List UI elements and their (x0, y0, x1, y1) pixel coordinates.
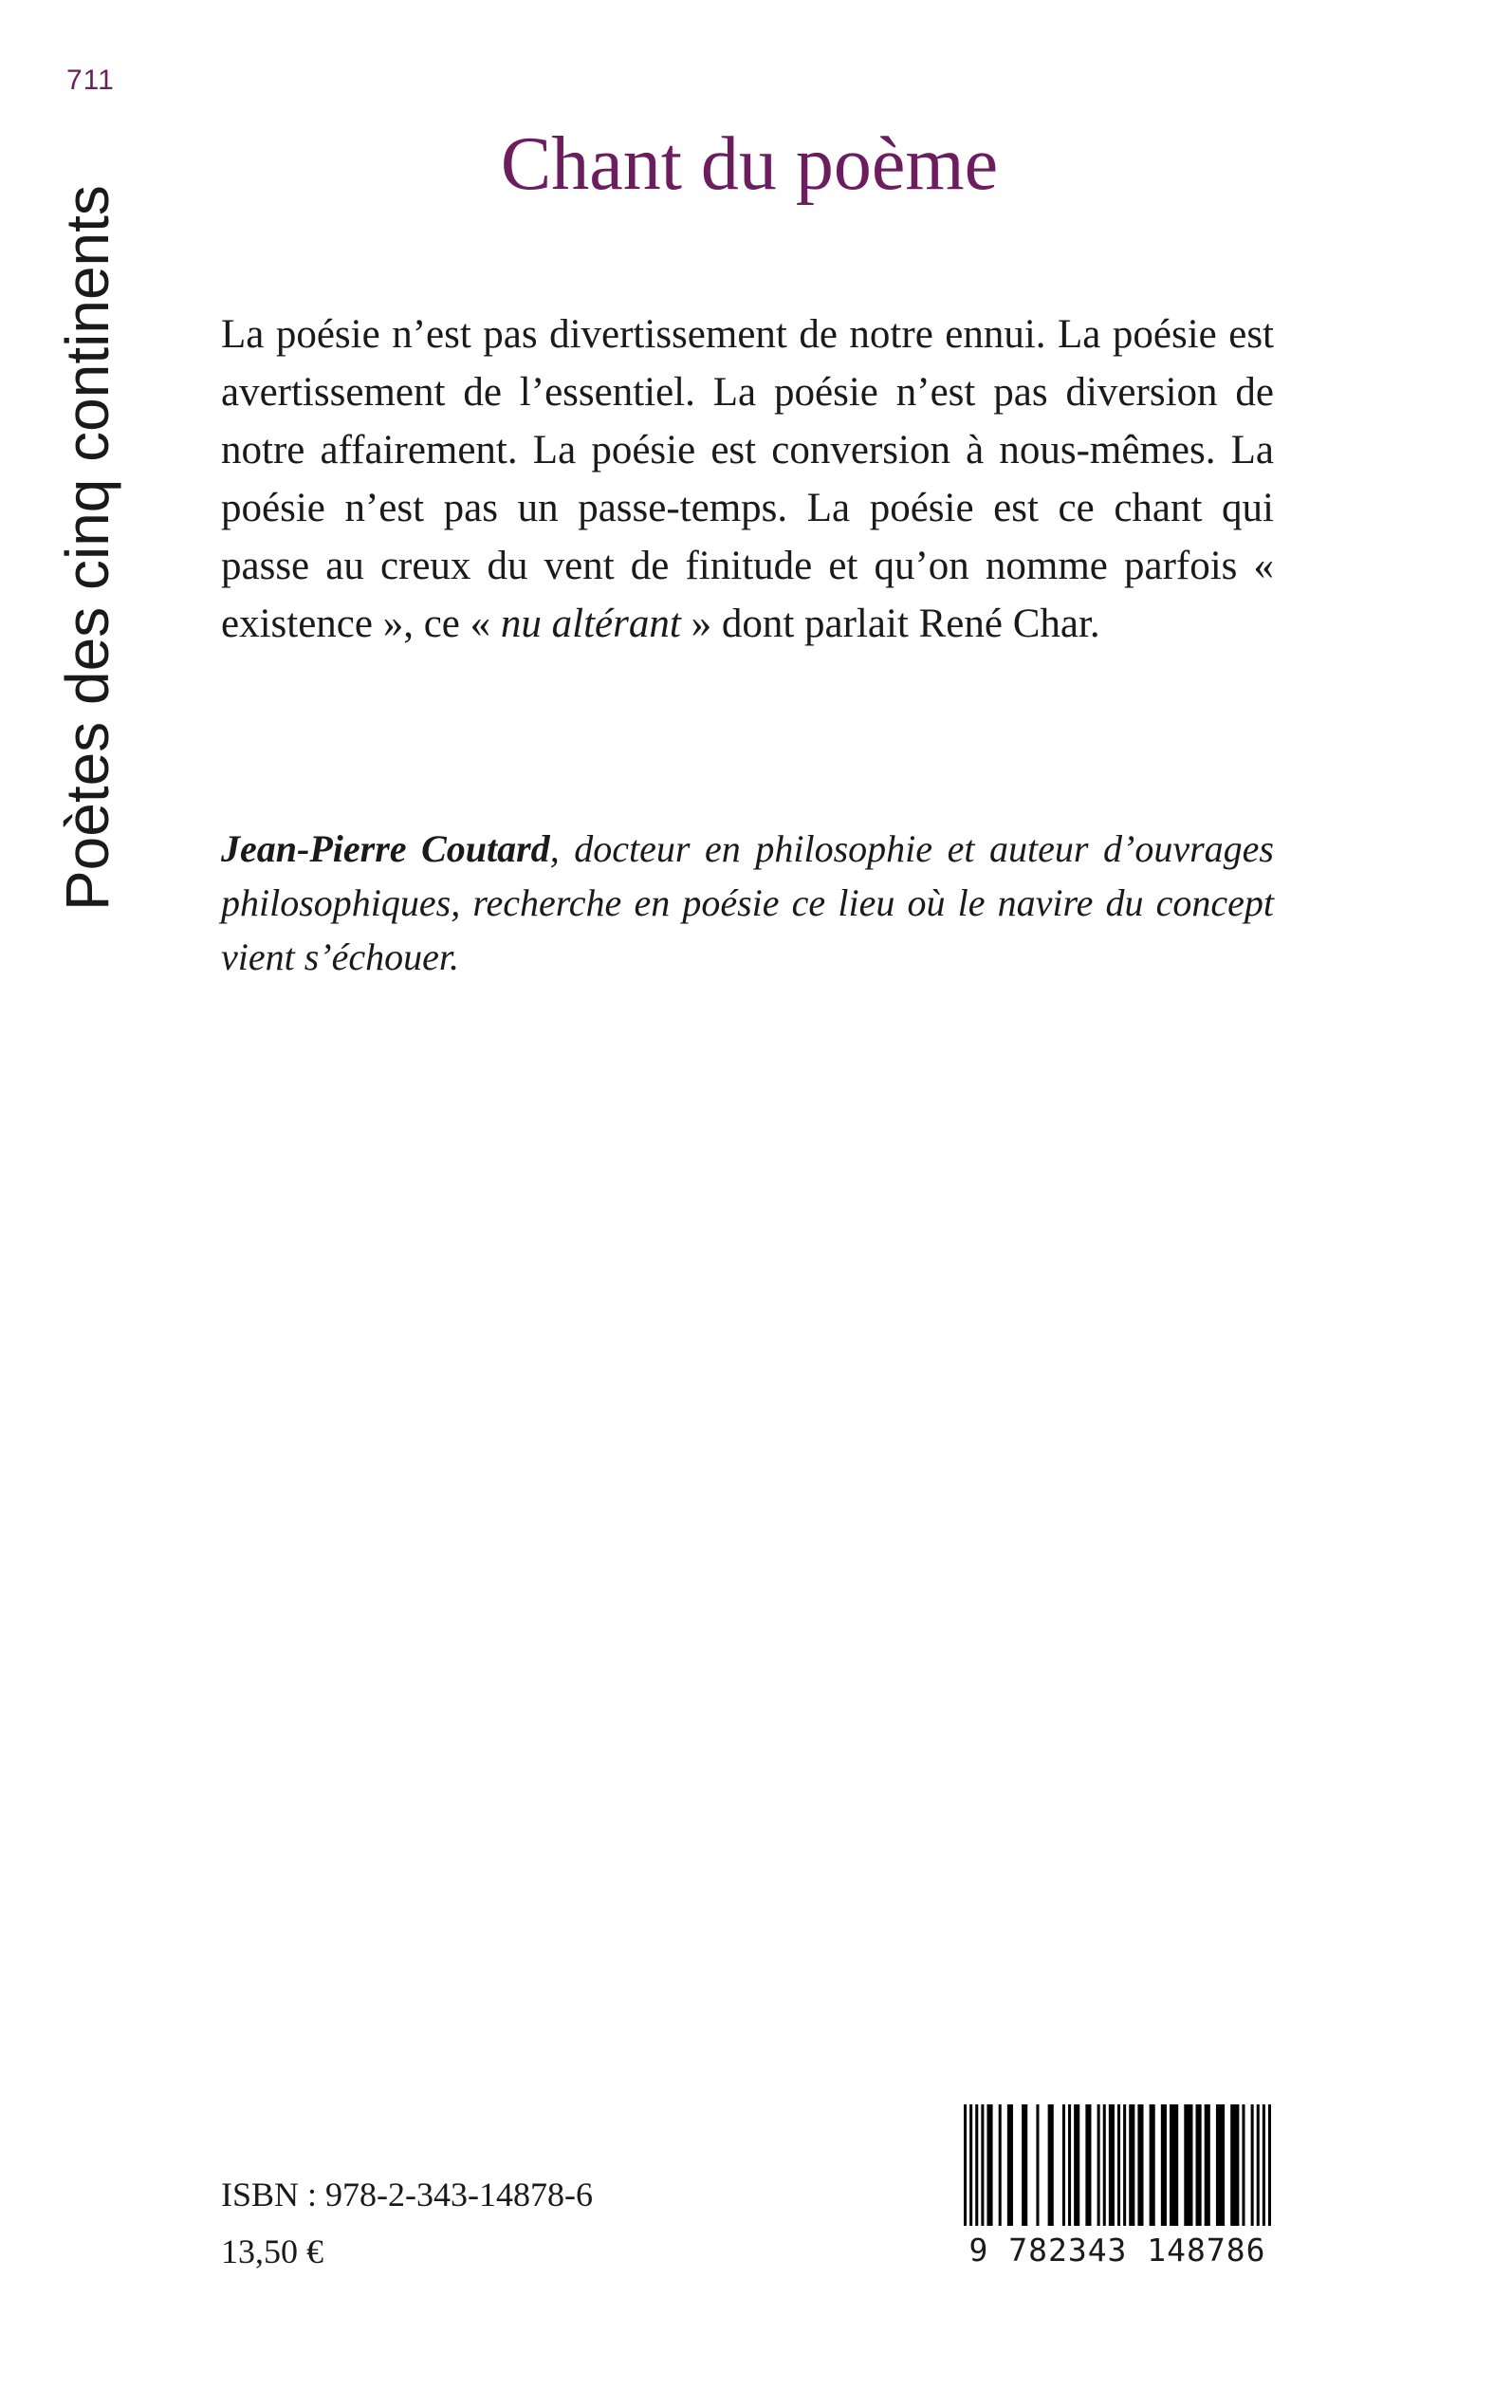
author-bio (221, 822, 1274, 984)
book-title: Chant du poème (500, 122, 999, 206)
barcode-bar (1257, 2104, 1260, 2226)
blurb-text-part-2: » dont parlait René Char. (680, 602, 1100, 646)
barcode-bar (1205, 2104, 1210, 2226)
barcode-bar (1085, 2104, 1091, 2226)
barcode-bar (981, 2104, 984, 2226)
barcode-bar (1263, 2104, 1265, 2226)
barcode-bar (1137, 2104, 1143, 2226)
price: 13,50 € (221, 2232, 323, 2270)
barcode-bar (1216, 2104, 1225, 2226)
barcode-bar (1068, 2104, 1071, 2226)
series-number: 711 (66, 65, 115, 96)
back-cover-blurb (221, 306, 1274, 653)
barcode-bar (986, 2104, 992, 2226)
barcode-bar (1123, 2104, 1126, 2226)
barcode-bar (1074, 2104, 1079, 2226)
barcode-bar (975, 2104, 978, 2226)
barcode-bar (1242, 2104, 1245, 2226)
barcode-bar (1150, 2104, 1155, 2226)
barcode-bar (1048, 2104, 1054, 2226)
isbn: ISBN : 978-2-343-14878-6 (221, 2176, 593, 2214)
blurb-quote-italic: nu altérant (500, 602, 681, 646)
barcode-bar (1170, 2104, 1178, 2226)
barcode-bar (1022, 2104, 1027, 2226)
barcode-bar (969, 2104, 972, 2226)
barcode-bar (1251, 2104, 1254, 2226)
blurb-text-part-1: La poésie n’est pas divertissement de notre ennui. La poésie est avertissement de l’essentiel. La poésie n’est pas diversion de notre affairement. La poésie est conversion à nous-mêmes. La poésie n’est pas un passe-temps. La poésie est ce chant qui passe au creux du vent de finitude et qu’on nomme parfois « existence », ce « (221, 312, 1274, 646)
author-name: Jean-Pierre Coutard (221, 827, 550, 870)
barcode-bar (1097, 2104, 1100, 2226)
barcode-bar (1184, 2104, 1192, 2226)
author-bio-text: , docteur en philosophie et auteur d’ouvrages philosophiques, recherche en poésie ce lieu où le navire du concept vient s’échouer. (221, 827, 1274, 978)
barcode-bar (1268, 2104, 1271, 2226)
barcode-bar (1062, 2104, 1065, 2226)
barcode-bar (1117, 2104, 1120, 2226)
barcode-bar (964, 2104, 967, 2226)
barcode-bar (1036, 2104, 1039, 2226)
series-name-vertical: Poètes des cinq continents (53, 185, 121, 911)
barcode-bar (1161, 2104, 1167, 2226)
barcode-bar (1196, 2104, 1202, 2226)
barcode-bar (1129, 2104, 1134, 2226)
barcode-bar (1007, 2104, 1013, 2226)
barcode-bar (999, 2104, 1002, 2226)
barcode-bar (1109, 2104, 1115, 2226)
barcode-bar (1230, 2104, 1239, 2226)
barcode-bar (1103, 2104, 1106, 2226)
barcode-digits: 9 782343 148786 (958, 2232, 1277, 2269)
